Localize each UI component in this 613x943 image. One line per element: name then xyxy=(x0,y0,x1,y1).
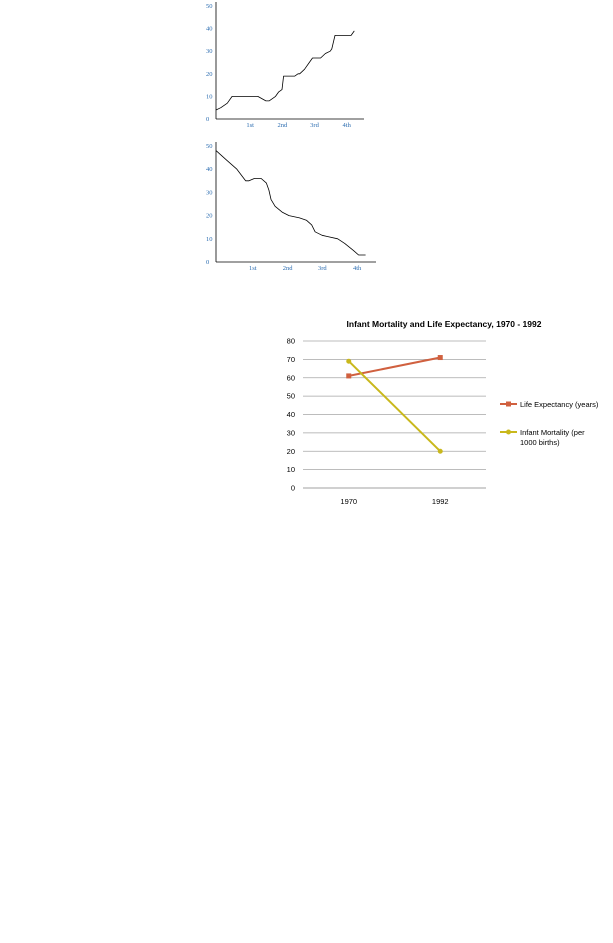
data-point-marker xyxy=(346,359,351,364)
chart-infant-mortality-life-expectancy xyxy=(287,319,599,506)
y-tick-label: 0 xyxy=(206,259,210,266)
series-line-0 xyxy=(349,358,441,376)
chart-upper-rising-line xyxy=(206,2,364,129)
legend-label: Infant Mortality (per xyxy=(520,428,585,437)
y-tick-label: 50 xyxy=(286,391,295,401)
y-tick-label: 70 xyxy=(286,354,295,364)
y-tick-label: 20 xyxy=(206,212,213,220)
x-tick-label: 4th xyxy=(352,265,362,272)
legend-swatch-marker xyxy=(506,430,511,435)
y-tick-label: 60 xyxy=(286,373,295,383)
y-tick-label: 0 xyxy=(206,116,210,123)
y-tick-label: 40 xyxy=(286,410,295,419)
data-point-marker xyxy=(438,449,443,454)
y-tick-label: 40 xyxy=(206,166,213,174)
y-tick-label: 0 xyxy=(290,483,295,493)
y-tick-label: 40 xyxy=(206,25,213,33)
series-line-0 xyxy=(216,151,366,255)
data-point-marker xyxy=(346,373,351,378)
y-tick-label: 30 xyxy=(206,48,213,56)
legend-label: 1000 births) xyxy=(520,438,560,447)
x-tick-label: 2nd xyxy=(282,265,293,272)
chart-title: Infant Mortality and Life Expectancy, 1970 - 1992 xyxy=(346,319,542,329)
chart-lower-falling-line xyxy=(206,142,376,272)
data-point-marker xyxy=(438,355,443,360)
x-tick-label: 1st xyxy=(246,122,254,129)
x-tick-label: 3rd xyxy=(318,265,327,272)
y-tick-label: 20 xyxy=(286,446,295,456)
y-tick-label: 10 xyxy=(206,93,213,101)
x-tick-label: 1992 xyxy=(431,497,449,506)
y-tick-label: 80 xyxy=(286,336,295,346)
x-tick-label: 2nd xyxy=(277,122,288,129)
y-tick-label: 10 xyxy=(286,465,295,475)
x-tick-label: 4th xyxy=(342,122,351,129)
y-tick-label: 30 xyxy=(286,428,295,438)
x-tick-label: 1970 xyxy=(340,497,358,506)
y-tick-label: 50 xyxy=(206,3,213,10)
legend-swatch-marker xyxy=(506,402,511,407)
series-line-1 xyxy=(349,361,441,451)
y-tick-label: 20 xyxy=(206,70,213,78)
series-line-0 xyxy=(216,31,354,110)
y-tick-label: 30 xyxy=(206,189,213,197)
legend-label: Life Expectancy (years) xyxy=(520,400,599,409)
y-tick-label: 10 xyxy=(206,235,213,243)
x-tick-label: 3rd xyxy=(310,122,319,129)
x-tick-label: 1st xyxy=(248,265,257,272)
y-tick-label: 50 xyxy=(206,143,213,150)
